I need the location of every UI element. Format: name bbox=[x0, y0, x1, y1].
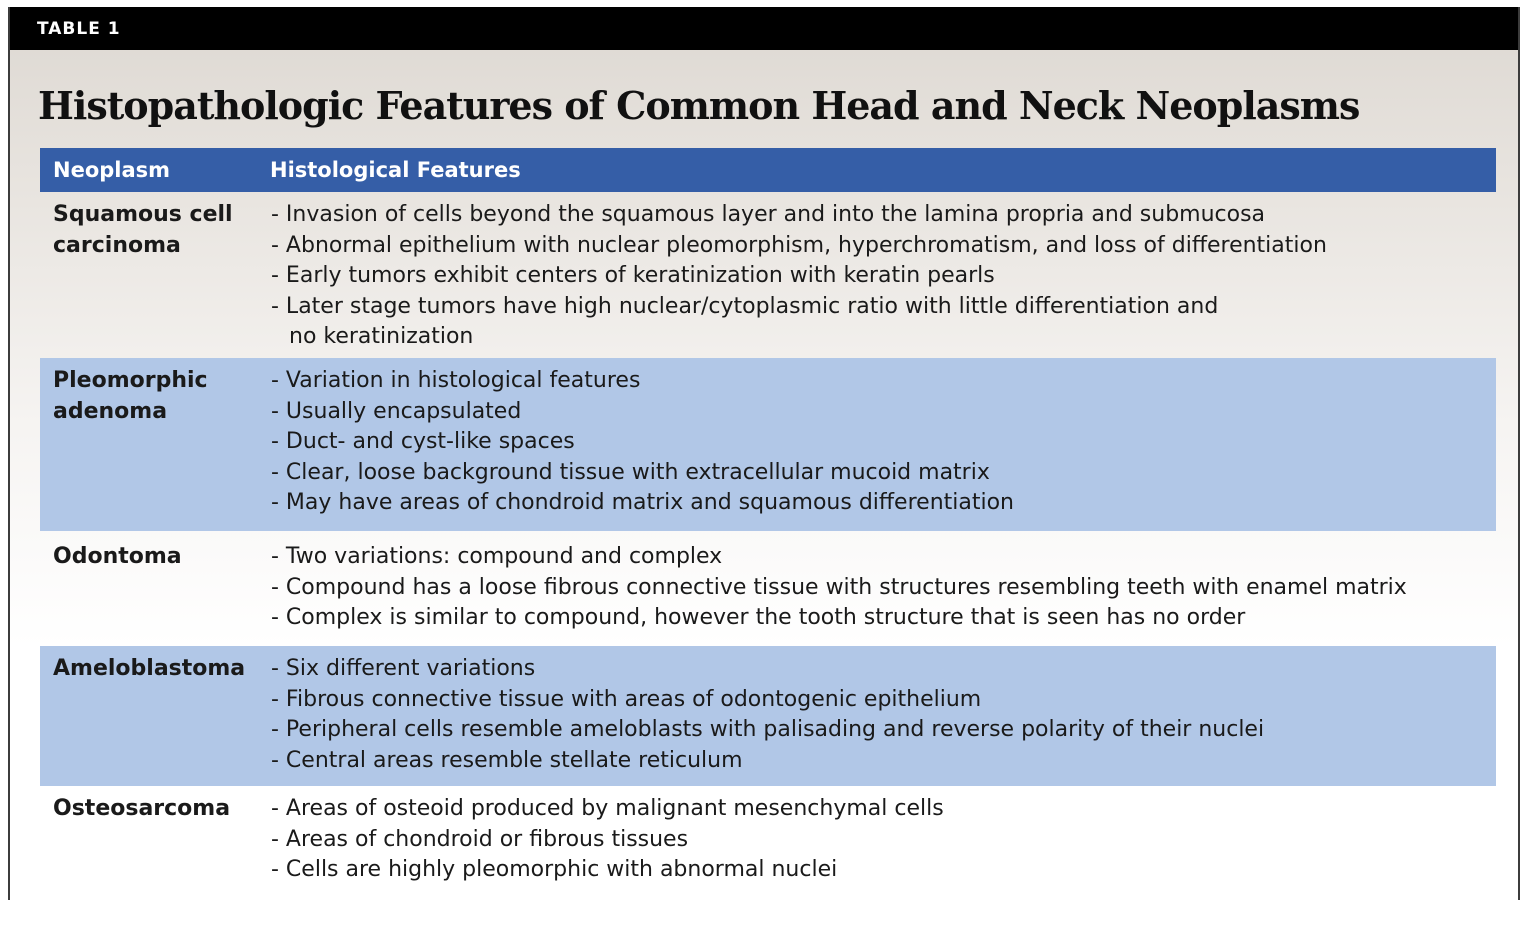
neoplasm-name-line: Osteosarcoma bbox=[53, 796, 231, 821]
feature-item: - Areas of osteoid produced by malignant mesenchymal cells bbox=[271, 796, 944, 821]
neoplasm-name bbox=[40, 358, 257, 531]
feature-item: - Early tumors exhibit centers of keratinization with keratin pearls bbox=[271, 263, 995, 288]
table-tab-bar bbox=[10, 7, 1518, 50]
neoplasm-name-line: Squamous cell bbox=[53, 202, 233, 227]
neoplasm-table bbox=[40, 148, 1496, 896]
feature-item: - Fibrous connective tissue with areas of odontogenic epithelium bbox=[271, 686, 982, 712]
feature-item: - Duct- and cyst-like spaces bbox=[271, 429, 575, 454]
table-row-ameloblastoma bbox=[40, 646, 1496, 786]
table-frame bbox=[8, 7, 1520, 900]
histological-features bbox=[257, 646, 1496, 786]
histological-features bbox=[257, 358, 1496, 531]
column-header-histological-features: Histological Features bbox=[257, 148, 1496, 192]
table-row-odontoma bbox=[40, 531, 1496, 646]
neoplasm-name-line: Ameloblastoma bbox=[53, 656, 246, 681]
header-row bbox=[40, 148, 1496, 192]
feature-item: - Peripheral cells resemble ameloblasts with palisading and reverse polarity of their nuclei bbox=[271, 717, 1265, 742]
feature-item: - Variation in histological features bbox=[271, 368, 641, 393]
neoplasm-name-line: Odontoma bbox=[53, 544, 182, 569]
histological-features bbox=[257, 531, 1496, 646]
histological-features bbox=[257, 192, 1496, 358]
feature-item: - Abnormal epithelium with nuclear pleomorphism, hyperchromatism, and loss of differentiation bbox=[271, 232, 1327, 258]
feature-item: - Cells are highly pleomorphic with abnormal nuclei bbox=[271, 857, 838, 882]
neoplasm-name bbox=[40, 646, 257, 786]
feature-item: - Complex is similar to compound, however the tooth structure that is seen has no order bbox=[271, 605, 1246, 630]
feature-item: - Areas of chondroid or fibrous tissues bbox=[271, 826, 689, 852]
feature-item: - Six different variations bbox=[271, 656, 536, 681]
table-row-pleomorphic-adenoma bbox=[40, 358, 1496, 531]
neoplasm-name-line: Pleomorphic bbox=[53, 368, 208, 393]
table-row-squamous-cell-carcinoma bbox=[40, 192, 1496, 358]
feature-item-continuation: no keratinization bbox=[289, 324, 474, 349]
feature-item: - Two variations: compound and complex bbox=[271, 544, 723, 569]
feature-item: - Central areas resemble stellate reticulum bbox=[271, 747, 743, 773]
neoplasm-name bbox=[40, 192, 257, 358]
column-header-neoplasm: Neoplasm bbox=[40, 148, 257, 192]
neoplasm-name-line: adenoma bbox=[53, 398, 168, 424]
table-row-osteosarcoma bbox=[40, 786, 1496, 896]
feature-item: - Clear, loose background tissue with extracellular mucoid matrix bbox=[271, 459, 990, 485]
neoplasm-name bbox=[40, 531, 257, 646]
feature-item: - Compound has a loose fibrous connective tissue with structures resembling teeth with enamel matrix bbox=[271, 574, 1407, 600]
feature-item: - May have areas of chondroid matrix and squamous differentiation bbox=[271, 490, 1014, 515]
neoplasm-name-line: carcinoma bbox=[53, 232, 181, 258]
feature-item: - Later stage tumors have high nuclear/cytoplasmic ratio with little differentiation and bbox=[271, 293, 1219, 319]
histological-features bbox=[257, 786, 1496, 896]
feature-item: - Usually encapsulated bbox=[271, 398, 522, 424]
neoplasm-name bbox=[40, 786, 257, 896]
feature-item: - Invasion of cells beyond the squamous layer and into the lamina propria and submucosa bbox=[271, 202, 1266, 227]
table-title: Histopathologic Features of Common Head and Neck Neoplasms bbox=[38, 83, 1360, 128]
table-number-label: TABLE 1 bbox=[37, 19, 121, 39]
